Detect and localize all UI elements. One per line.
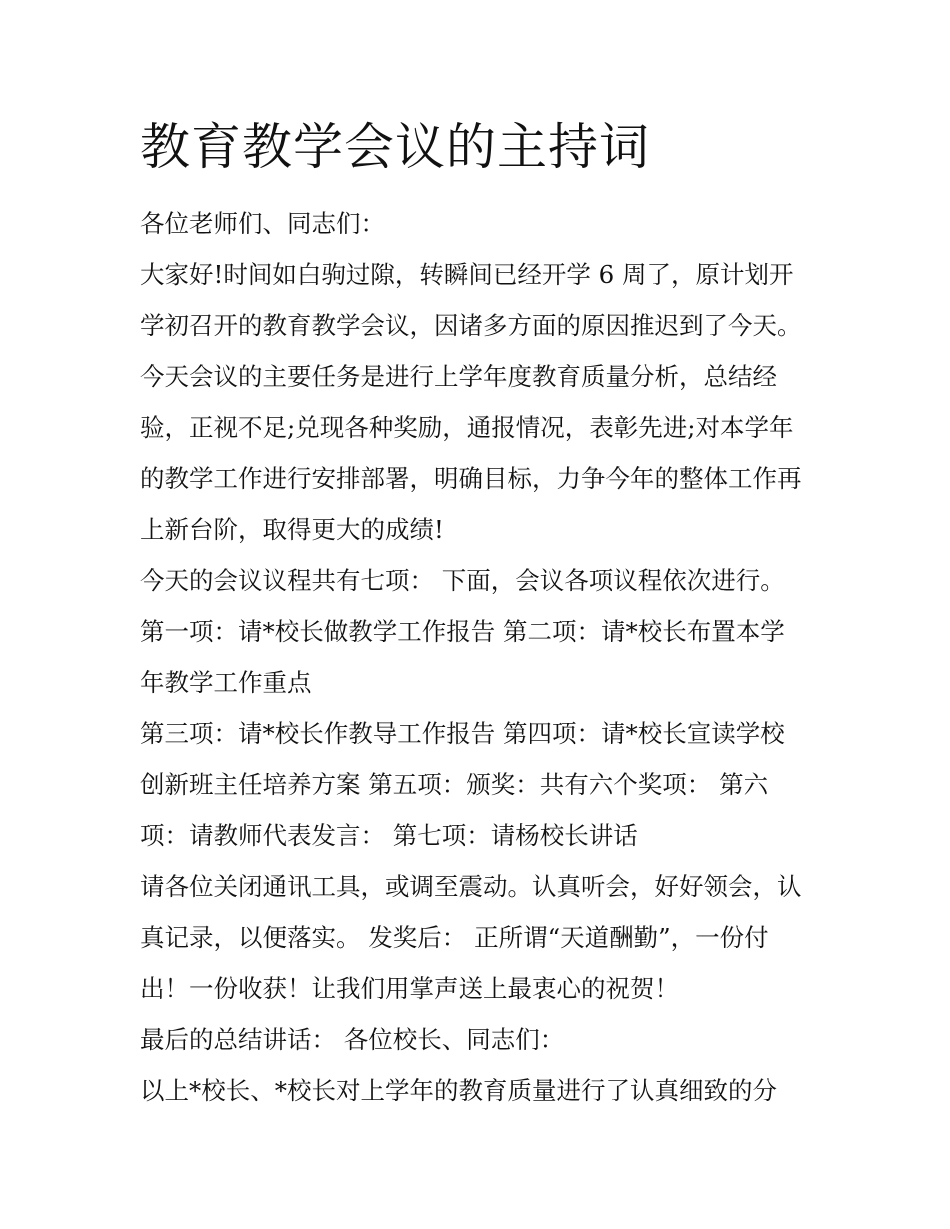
text-line: 大家好!时间如白驹过隙，转瞬间已经开学 6 周了，原计划开 <box>140 260 794 289</box>
text-line: 上新台阶，取得更大的成绩! <box>140 515 444 544</box>
document-title: 教育教学会议的主持词 <box>140 118 650 176</box>
text-line: 以上*校长、*校长对上学年的教育质量进行了认真细致的分 <box>140 1076 777 1105</box>
text-line: 创新班主任培养方案 第五项：颁奖：共有六个奖项： 第六 <box>140 770 769 799</box>
text-line: 各位老师们、同志们： <box>140 209 385 238</box>
text-line: 年教学工作重点 <box>140 668 312 697</box>
text-line: 学初召开的教育教学会议，因诸多方面的原因推迟到了今天。 <box>140 311 802 340</box>
text-line: 出！一份收获！让我们用掌声送上最衷心的祝贺！ <box>140 974 679 1003</box>
text-line: 今天的会议议程共有七项： 下面，会议各项议程依次进行。 <box>140 566 785 595</box>
text-line: 项：请教师代表发言： 第七项：请杨校长讲话 <box>140 821 638 850</box>
text-line: 第三项：请*校长作教导工作报告 第四项：请*校长宣读学校 <box>140 719 785 748</box>
text-line: 的教学工作进行安排部署，明确目标，力争今年的整体工作再 <box>140 464 802 493</box>
text-line: 验，正视不足;兑现各种奖励，通报情况，表彰先进;对本学年 <box>140 413 794 442</box>
text-line: 今天会议的主要任务是进行上学年度教育质量分析，总结经 <box>140 362 777 391</box>
document-body <box>140 198 830 1116</box>
text-line: 第一项：请*校长做教学工作报告 第二项：请*校长布置本学 <box>140 617 785 646</box>
text-line: 最后的总结讲话： 各位校长、同志们： <box>140 1025 565 1054</box>
text-line: 请各位关闭通讯工具，或调至震动。认真听会，好好领会，认 <box>140 872 802 901</box>
text-line: 真记录，以便落实。 发奖后： 正所谓“天道酬勤”，一份付 <box>140 923 769 952</box>
